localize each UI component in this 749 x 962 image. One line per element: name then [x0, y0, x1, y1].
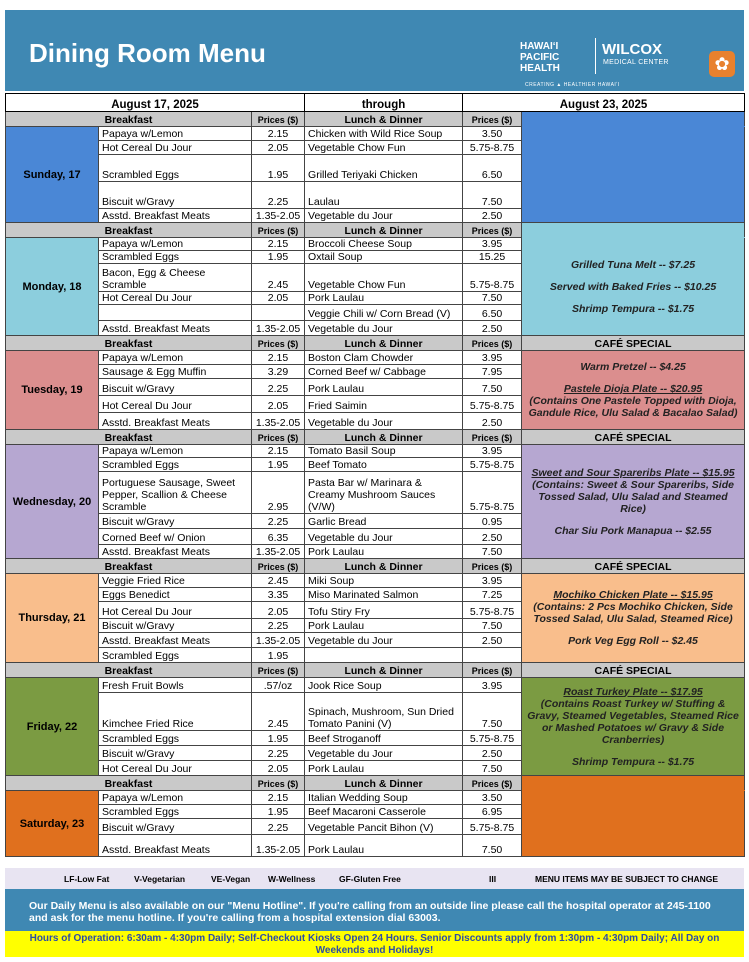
lunch-item: Jook Rice Soup [305, 678, 463, 693]
legend-vegetarian: V-Vegetarian [134, 874, 186, 884]
lunch-price: 5.75-8.75 [463, 819, 522, 835]
cafe-special-text: (Contains: 2 Pcs Mochiko Chicken, Side Tossed Salad, Ulu Salad, Steamed Rice) [533, 601, 733, 625]
start-date: August 17, 2025 [6, 94, 305, 112]
lunch-item: Pork Laulau [305, 619, 463, 633]
breakfast-item: Scrambled Eggs [99, 251, 252, 264]
cafe-special-text: Shrimp Tempura -- $1.75 [571, 755, 695, 768]
breakfast-item: Hot Cereal Du Jour [99, 292, 252, 305]
lunch-item: Miso Marinated Salmon [305, 588, 463, 602]
breakfast-price: 1.35-2.05 [252, 835, 305, 857]
cafe-special-cell [522, 351, 745, 430]
menu-row [6, 238, 745, 251]
day-label: Monday, 18 [6, 238, 99, 336]
cafe-special-cell [522, 574, 745, 663]
lunch-item: Vegetable du Jour [305, 413, 463, 430]
breakfast-item: Scrambled Eggs [99, 805, 252, 819]
legend-vegan: VE-Vegan [211, 874, 251, 884]
breakfast-item: Corned Beef w/ Onion [99, 529, 252, 545]
menu-row [6, 127, 745, 141]
lunch-price: 6.50 [463, 305, 522, 321]
lunch-price: 3.95 [463, 678, 522, 693]
lunch-header: Lunch & Dinner [305, 223, 463, 238]
breakfast-price: 2.05 [252, 141, 305, 155]
breakfast-item: Biscuit w/Gravy [99, 746, 252, 761]
breakfast-price: 2.05 [252, 396, 305, 413]
cafe-special-header: CAFÉ SPECIAL [522, 336, 745, 351]
breakfast-price: 2.25 [252, 819, 305, 835]
breakfast-item: Veggie Fried Rice [99, 574, 252, 588]
breakfast-item: Hot Cereal Du Jour [99, 602, 252, 619]
breakfast-item: Asstd. Breakfast Meats [99, 835, 252, 857]
lunch-item: Laulau [305, 182, 463, 209]
breakfast-item: Biscuit w/Gravy [99, 182, 252, 209]
lunch-item [305, 648, 463, 663]
section-header-row [6, 336, 745, 351]
breakfast-item: Papaya w/Lemon [99, 238, 252, 251]
breakfast-item: Portuguese Sausage, Sweet Pepper, Scallion & Cheese Scramble [99, 472, 252, 514]
lunch-item: Italian Wedding Soup [305, 791, 463, 805]
lunch-price: 6.95 [463, 805, 522, 819]
legend-gluten-free: GF-Gluten Free [339, 874, 401, 884]
lunch-price: 7.25 [463, 588, 522, 602]
cafe-special-text: Shrimp Tempura -- $1.75 [571, 302, 695, 315]
breakfast-item [99, 305, 252, 321]
lunch-header: Lunch & Dinner [305, 112, 463, 127]
lunch-price: 3.95 [463, 445, 522, 458]
breakfast-price: 1.35-2.05 [252, 321, 305, 336]
lunch-price: 5.75-8.75 [463, 141, 522, 155]
lunch-price: 7.50 [463, 835, 522, 857]
lunch-price: 2.50 [463, 321, 522, 336]
lunch-item: Vegetable du Jour [305, 746, 463, 761]
breakfast-item: Scrambled Eggs [99, 648, 252, 663]
breakfast-price: 6.35 [252, 529, 305, 545]
day-label: Sunday, 17 [6, 127, 99, 223]
lunch-prices-header: Prices ($) [463, 776, 522, 791]
breakfast-item: Eggs Benedict [99, 588, 252, 602]
cafe-special-text: Mochiko Chicken Plate -- $15.95 [553, 589, 713, 601]
lunch-price: 5.75-8.75 [463, 472, 522, 514]
lunch-item: Veggie Chili w/ Corn Bread (V) [305, 305, 463, 321]
legend-wellness: W-Wellness [268, 874, 316, 884]
lunch-prices-header: Prices ($) [463, 430, 522, 445]
lunch-price: 3.50 [463, 127, 522, 141]
lunch-item: Vegetable du Jour [305, 209, 463, 223]
cafe-special-text: Warm Pretzel -- $4.25 [580, 361, 686, 373]
breakfast-price: 2.15 [252, 238, 305, 251]
cafe-special-header [522, 112, 745, 127]
menu-row [6, 445, 745, 458]
breakfast-price: 2.45 [252, 264, 305, 292]
breakfast-item: Asstd. Breakfast Meats [99, 633, 252, 648]
lunch-price: 5.75-8.75 [463, 602, 522, 619]
through-label: through [305, 94, 463, 112]
lunch-header: Lunch & Dinner [305, 776, 463, 791]
breakfast-item: Bacon, Egg & Cheese Scramble [99, 264, 252, 292]
hph-tagline: CREATING ▲ HEALTHIER HAWAIʻI [525, 82, 620, 88]
breakfast-price: 2.45 [252, 693, 305, 731]
lunch-item: Miki Soup [305, 574, 463, 588]
lunch-price: 6.50 [463, 155, 522, 182]
breakfast-price: 1.35-2.05 [252, 209, 305, 223]
lunch-prices-header: Prices ($) [463, 559, 522, 574]
breakfast-price: 1.95 [252, 805, 305, 819]
logo-divider [595, 38, 596, 74]
menu-row [6, 574, 745, 588]
page-title: Dining Room Menu [29, 38, 266, 68]
lunch-item: Chicken with Wild Rice Soup [305, 127, 463, 141]
lunch-price: 7.50 [463, 545, 522, 559]
breakfast-item: Papaya w/Lemon [99, 127, 252, 141]
lunch-item: Vegetable Chow Fun [305, 264, 463, 292]
cafe-special-cell [522, 791, 745, 857]
breakfast-item: Hot Cereal Du Jour [99, 141, 252, 155]
lunch-price: 0.95 [463, 514, 522, 529]
medical-center-text: MEDICAL CENTER [603, 59, 669, 66]
breakfast-item: Asstd. Breakfast Meats [99, 321, 252, 336]
section-header-row [6, 223, 745, 238]
lunch-price: 7.50 [463, 693, 522, 731]
menu-row [6, 351, 745, 365]
lunch-price: 3.95 [463, 238, 522, 251]
breakfast-item: Biscuit w/Gravy [99, 819, 252, 835]
breakfast-price: 2.45 [252, 574, 305, 588]
legend-separator: III [489, 874, 497, 884]
lunch-price: 7.95 [463, 365, 522, 379]
breakfast-price: 2.05 [252, 292, 305, 305]
breakfast-item: Biscuit w/Gravy [99, 379, 252, 396]
day-label: Friday, 22 [6, 678, 99, 776]
cafe-special-text: Sweet and Sour Spareribs Plate -- $15.95 [531, 466, 735, 479]
breakfast-header: Breakfast [6, 336, 252, 351]
legend-low-fat: LF-Low Fat [64, 874, 110, 884]
breakfast-prices-header: Prices ($) [252, 223, 305, 238]
lunch-item: Boston Clam Chowder [305, 351, 463, 365]
lunch-price: 2.50 [463, 209, 522, 223]
lunch-item: Vegetable du Jour [305, 633, 463, 648]
lunch-item: Pork Laulau [305, 835, 463, 857]
breakfast-prices-header: Prices ($) [252, 559, 305, 574]
breakfast-item: Biscuit w/Gravy [99, 514, 252, 529]
breakfast-item: Papaya w/Lemon [99, 351, 252, 365]
lunch-header: Lunch & Dinner [305, 663, 463, 678]
breakfast-header: Breakfast [6, 112, 252, 127]
breakfast-header: Breakfast [6, 430, 252, 445]
breakfast-item: Papaya w/Lemon [99, 791, 252, 805]
breakfast-price: 1.95 [252, 731, 305, 746]
cafe-special-header: CAFÉ SPECIAL [522, 430, 745, 445]
lunch-item: Spinach, Mushroom, Sun Dried Tomato Panini (V) [305, 693, 463, 731]
breakfast-item: Papaya w/Lemon [99, 445, 252, 458]
lunch-header: Lunch & Dinner [305, 559, 463, 574]
breakfast-price: 3.35 [252, 588, 305, 602]
lunch-item: Fried Saimin [305, 396, 463, 413]
breakfast-price: 2.25 [252, 182, 305, 209]
legend-notice: MENU ITEMS MAY BE SUBJECT TO CHANGE [535, 874, 719, 884]
cafe-special-text: (Contains: Sweet & Sour Spareribs, Side Tossed Salad, Ulu Salad and Steamed Rice) [532, 478, 734, 515]
hotline-footer: Our Daily Menu is also available on our "Menu Hotline". If you're calling from an outside line please call the hospital operator at 245-1100 and ask for the menu hotline. If you're calling from a hospital extension dial 63003. [5, 889, 744, 931]
lunch-price: 5.75-8.75 [463, 264, 522, 292]
cafe-special-header [522, 223, 745, 238]
lunch-price: 3.50 [463, 791, 522, 805]
breakfast-price: 2.05 [252, 602, 305, 619]
lunch-price: 7.50 [463, 182, 522, 209]
lunch-price: 2.50 [463, 746, 522, 761]
cafe-special-header: CAFÉ SPECIAL [522, 559, 745, 574]
menu-header [5, 10, 744, 91]
breakfast-price: 2.15 [252, 127, 305, 141]
section-header-row [6, 430, 745, 445]
cafe-special-text: Roast Turkey Plate -- $17.95 [563, 685, 703, 698]
lunch-item: Tofu Stiry Fry [305, 602, 463, 619]
breakfast-price: 1.35-2.05 [252, 545, 305, 559]
cafe-special-text: Served with Baked Fries -- $10.25 [549, 280, 717, 293]
cafe-special-text: (Contains One Pastele Topped with Dioja, Gandule Rice, Ulu Salad & Bacalao Salad) [528, 395, 738, 419]
breakfast-header: Breakfast [6, 776, 252, 791]
breakfast-price: 2.15 [252, 791, 305, 805]
breakfast-item: Hot Cereal Du Jour [99, 761, 252, 776]
day-label: Saturday, 23 [6, 791, 99, 857]
breakfast-header: Breakfast [6, 559, 252, 574]
day-label: Tuesday, 19 [6, 351, 99, 430]
breakfast-header: Breakfast [6, 223, 252, 238]
lunch-item: Pasta Bar w/ Marinara & Creamy Mushroom Sauces (V/W) [305, 472, 463, 514]
cafe-special-cell [522, 127, 745, 223]
cafe-special-text: Pastele Dioja Plate -- $20.95 [563, 383, 703, 395]
lunch-item: Broccoli Cheese Soup [305, 238, 463, 251]
wilcox-logo-text: WILCOX [602, 41, 662, 58]
cafe-special-text: (Contains Roast Turkey w/ Stuffing & Gravy, Steamed Vegetables, Steamed Rice or Mashed Potatoes w/ Gravy & Side Cranberries) [527, 697, 739, 746]
hours-footer: Hours of Operation: 6:30am - 4:30pm Daily; Self-Checkout Kiosks Open 24 Hours. Senior Discounts apply from 1:30pm - 4:30pm Daily; All Day on Weekends and Holidays! [5, 931, 744, 957]
lunch-prices-header: Prices ($) [463, 223, 522, 238]
breakfast-item: Fresh Fruit Bowls [99, 678, 252, 693]
breakfast-price: 3.29 [252, 365, 305, 379]
lunch-price: 3.95 [463, 351, 522, 365]
lunch-item: Beef Tomato [305, 458, 463, 472]
lunch-prices-header: Prices ($) [463, 112, 522, 127]
breakfast-price: 2.25 [252, 619, 305, 633]
lunch-price [463, 648, 522, 663]
breakfast-price: 1.35-2.05 [252, 413, 305, 430]
breakfast-price: 2.95 [252, 472, 305, 514]
hph-logo: HAWAIʻI PACIFIC HEALTH [520, 41, 560, 74]
breakfast-price: 2.25 [252, 746, 305, 761]
breakfast-item: Scrambled Eggs [99, 458, 252, 472]
cafe-special-header [522, 776, 745, 791]
lunch-prices-header: Prices ($) [463, 336, 522, 351]
breakfast-item: Scrambled Eggs [99, 155, 252, 182]
lunch-header: Lunch & Dinner [305, 336, 463, 351]
breakfast-price: 2.15 [252, 351, 305, 365]
breakfast-prices-header: Prices ($) [252, 112, 305, 127]
lunch-item: Garlic Bread [305, 514, 463, 529]
cafe-special-cell [522, 445, 745, 559]
lunch-item: Vegetable du Jour [305, 529, 463, 545]
breakfast-price: .57/oz [252, 678, 305, 693]
menu-row [6, 791, 745, 805]
section-header-row [6, 112, 745, 127]
lunch-price: 3.95 [463, 574, 522, 588]
breakfast-item: Hot Cereal Du Jour [99, 396, 252, 413]
menu-row [6, 678, 745, 693]
breakfast-price: 1.95 [252, 155, 305, 182]
lunch-item: Tomato Basil Soup [305, 445, 463, 458]
lunch-item: Beef Macaroni Casserole [305, 805, 463, 819]
lunch-price: 2.50 [463, 413, 522, 430]
breakfast-price: 2.05 [252, 761, 305, 776]
lunch-price: 7.50 [463, 619, 522, 633]
breakfast-price: 1.95 [252, 648, 305, 663]
menu-table [5, 93, 745, 857]
lunch-item: Vegetable du Jour [305, 321, 463, 336]
breakfast-item: Scrambled Eggs [99, 731, 252, 746]
breakfast-price: 1.95 [252, 458, 305, 472]
breakfast-price: 2.25 [252, 514, 305, 529]
lunch-header: Lunch & Dinner [305, 430, 463, 445]
day-label: Thursday, 21 [6, 574, 99, 663]
lunch-price: 5.75-8.75 [463, 458, 522, 472]
cafe-special-cell [522, 678, 745, 776]
lunch-prices-header: Prices ($) [463, 663, 522, 678]
breakfast-item: Asstd. Breakfast Meats [99, 545, 252, 559]
lunch-item: Vegetable Pancit Bihon (V) [305, 819, 463, 835]
lunch-price: 7.50 [463, 292, 522, 305]
lunch-item: Vegetable Chow Fun [305, 141, 463, 155]
flower-icon: ✿ [709, 51, 735, 77]
cafe-special-cell [522, 238, 745, 336]
breakfast-prices-header: Prices ($) [252, 430, 305, 445]
breakfast-item: Sausage & Egg Muffin [99, 365, 252, 379]
lunch-price: 15.25 [463, 251, 522, 264]
breakfast-prices-header: Prices ($) [252, 663, 305, 678]
lunch-price: 2.50 [463, 529, 522, 545]
cafe-special-header: CAFÉ SPECIAL [522, 663, 745, 678]
breakfast-price: 2.15 [252, 445, 305, 458]
cafe-special-text: Char Siu Pork Manapua -- $2.55 [554, 524, 712, 537]
cafe-special-text: Grilled Tuna Melt -- $7.25 [570, 258, 696, 271]
lunch-item: Pork Laulau [305, 292, 463, 305]
breakfast-price [252, 305, 305, 321]
legend-bar [5, 868, 744, 889]
section-header-row [6, 776, 745, 791]
breakfast-price: 1.95 [252, 251, 305, 264]
lunch-price: 7.50 [463, 761, 522, 776]
lunch-item: Grilled Teriyaki Chicken [305, 155, 463, 182]
lunch-price: 7.50 [463, 379, 522, 396]
cafe-special-text: Pork Veg Egg Roll -- $2.45 [568, 635, 698, 647]
lunch-price: 5.75-8.75 [463, 731, 522, 746]
lunch-item: Pork Laulau [305, 761, 463, 776]
section-header-row [6, 559, 745, 574]
end-date: August 23, 2025 [463, 94, 745, 112]
lunch-item: Pork Laulau [305, 379, 463, 396]
lunch-item: Corned Beef w/ Cabbage [305, 365, 463, 379]
lunch-price: 5.75-8.75 [463, 396, 522, 413]
breakfast-item: Biscuit w/Gravy [99, 619, 252, 633]
breakfast-prices-header: Prices ($) [252, 776, 305, 791]
breakfast-price: 2.25 [252, 379, 305, 396]
breakfast-prices-header: Prices ($) [252, 336, 305, 351]
breakfast-item: Kimchee Fried Rice [99, 693, 252, 731]
section-header-row [6, 663, 745, 678]
lunch-item: Pork Laulau [305, 545, 463, 559]
breakfast-item: Asstd. Breakfast Meats [99, 209, 252, 223]
breakfast-item: Asstd. Breakfast Meats [99, 413, 252, 430]
date-range-row [6, 94, 745, 112]
breakfast-price: 1.35-2.05 [252, 633, 305, 648]
lunch-item: Beef Stroganoff [305, 731, 463, 746]
day-label: Wednesday, 20 [6, 445, 99, 559]
lunch-price: 2.50 [463, 633, 522, 648]
lunch-item: Oxtail Soup [305, 251, 463, 264]
breakfast-header: Breakfast [6, 663, 252, 678]
